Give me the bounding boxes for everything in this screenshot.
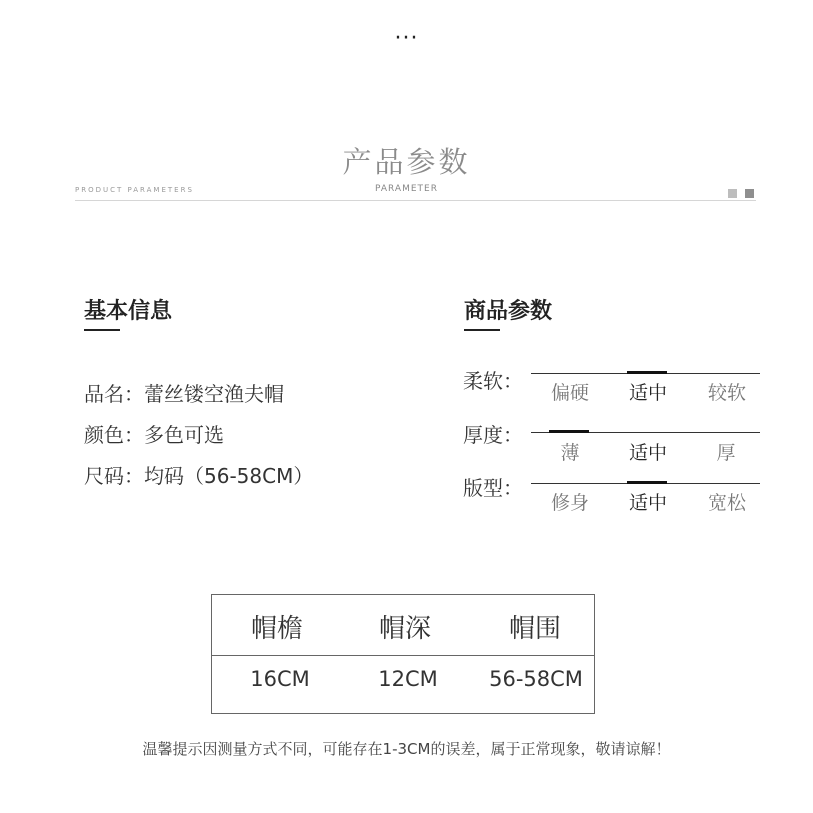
decor-square-light-icon	[728, 189, 737, 198]
info-line-size: 尺码：均码（56-58CM）	[84, 464, 314, 488]
table-cell-brim: 16CM	[250, 667, 310, 691]
scale-option-selected: 适中	[628, 492, 667, 514]
params-heading: 商品参数	[464, 299, 553, 324]
table-header-circumference: 帽围	[508, 614, 561, 644]
table-header-brim: 帽檐	[250, 614, 303, 644]
section-divider	[75, 200, 756, 201]
scale-option-selected: 薄	[560, 442, 580, 464]
scale-selected-mark-softness	[627, 371, 667, 374]
scale-label-softness: 柔软：	[463, 369, 523, 393]
table-cell-depth: 12CM	[378, 667, 438, 691]
info-line-color: 颜色：多色可选	[84, 423, 224, 447]
table-cell-circumference: 56-58CM	[489, 667, 583, 691]
section-subtitle: PARAMETER	[375, 184, 438, 194]
scale-label-thickness: 厚度：	[463, 423, 523, 447]
basic-info-heading-underline	[84, 329, 120, 331]
scale-option-selected: 适中	[628, 382, 667, 404]
basic-info-heading: 基本信息	[84, 299, 173, 324]
table-header-depth: 帽深	[378, 614, 431, 644]
size-table-divider	[211, 655, 595, 656]
scale-option: 适中	[628, 442, 667, 464]
decor-square-dark-icon	[745, 189, 754, 198]
measurement-note: 温馨提示因测量方式不同，可能存在1-3CM的误差，属于正常现象，敬请谅解！	[142, 740, 671, 758]
scale-option: 偏硬	[550, 382, 589, 404]
scale-option: 厚	[716, 442, 736, 464]
scale-selected-mark-thickness	[549, 430, 589, 433]
scale-label-fit: 版型：	[463, 476, 523, 500]
section-left-caption: PRODUCT PARAMETERS	[75, 186, 194, 194]
info-line-name: 品名：蕾丝镂空渔夫帽	[84, 382, 284, 406]
ellipsis-dots: ···	[394, 26, 419, 51]
params-heading-underline	[464, 329, 500, 331]
scale-selected-mark-fit	[627, 481, 667, 484]
section-title: 产品参数	[342, 145, 471, 179]
scale-option: 修身	[550, 492, 589, 514]
scale-option: 较软	[707, 382, 746, 404]
scale-option: 宽松	[707, 492, 746, 514]
